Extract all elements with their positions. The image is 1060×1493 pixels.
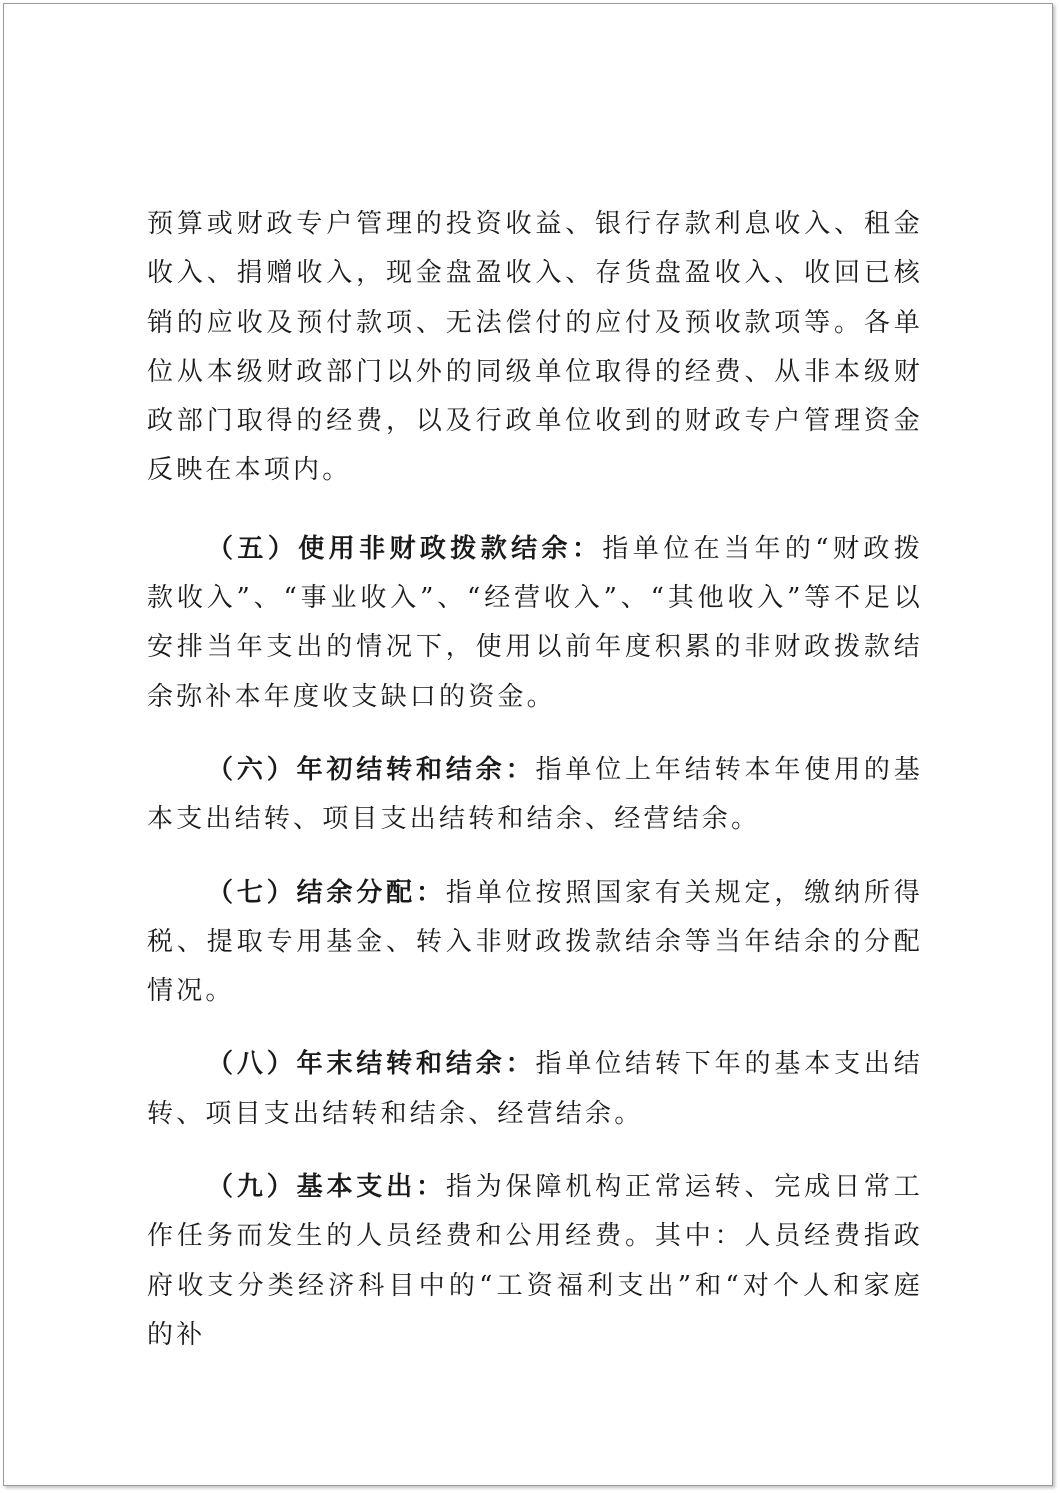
paragraph-non-fiscal-surplus-usage [147, 525, 923, 722]
paragraph-surplus-distribution [147, 869, 923, 1017]
paragraph-basic-expenditure [147, 1163, 923, 1360]
section-heading: （八）年末结转和结余： [207, 1049, 536, 1080]
document-page [3, 3, 1053, 1486]
section-heading: （七）结余分配： [207, 877, 446, 908]
paragraph-body: 指单位在当年的“财政拨款收入”、“事业收入”、“经营收入”、“其他收入”等不足以安排当年支出的情况下，使用以前年度积累的非财政拨款结余弥补本年度收支缺口的资金。 [147, 533, 923, 712]
paragraph-body: 指为保障机构正常运转、完成日常工作任务而发生的人员经费和公用经费。其中：人员经费指政府收支分类经济科目中的“工资福利支出”和“对个人和家庭的补 [147, 1172, 923, 1350]
section-heading: （五）使用非财政拨款结余： [207, 533, 603, 564]
document-body [147, 200, 923, 1360]
paragraph-body: 指单位结转下年的基本支出结转、项目支出结转和结余、经营结余。 [147, 1049, 923, 1129]
paragraph-body: 指单位按照国家有关规定，缴纳所得税、提取专用基金、转入非财政拨款结余等当年结余的分配情况。 [147, 877, 923, 1007]
section-heading: （九）基本支出： [207, 1172, 446, 1203]
paragraph-closing-carryover [147, 1040, 923, 1139]
paragraph-continued-income [147, 200, 923, 496]
section-heading: （六）年初结转和结余： [207, 754, 536, 785]
paragraph-body: 指单位上年结转本年使用的基本支出结转、项目支出结转和结余、经营结余。 [147, 754, 923, 835]
paragraph-body: 预算或财政专户管理的投资收益、银行存款利息收入、租金收入、捐赠收入，现金盘盈收入、存货盘盈收入、收回已核销的应收及预付款项、无法偿付的应付及预收款项等。各单位从本级财政部门以外的同级单位取得的经费、从非本级财政部门取得的经费，以及行政单位收到的财政专户管理资金反映在本项内。 [147, 209, 923, 486]
paragraph-opening-carryover [147, 746, 923, 845]
